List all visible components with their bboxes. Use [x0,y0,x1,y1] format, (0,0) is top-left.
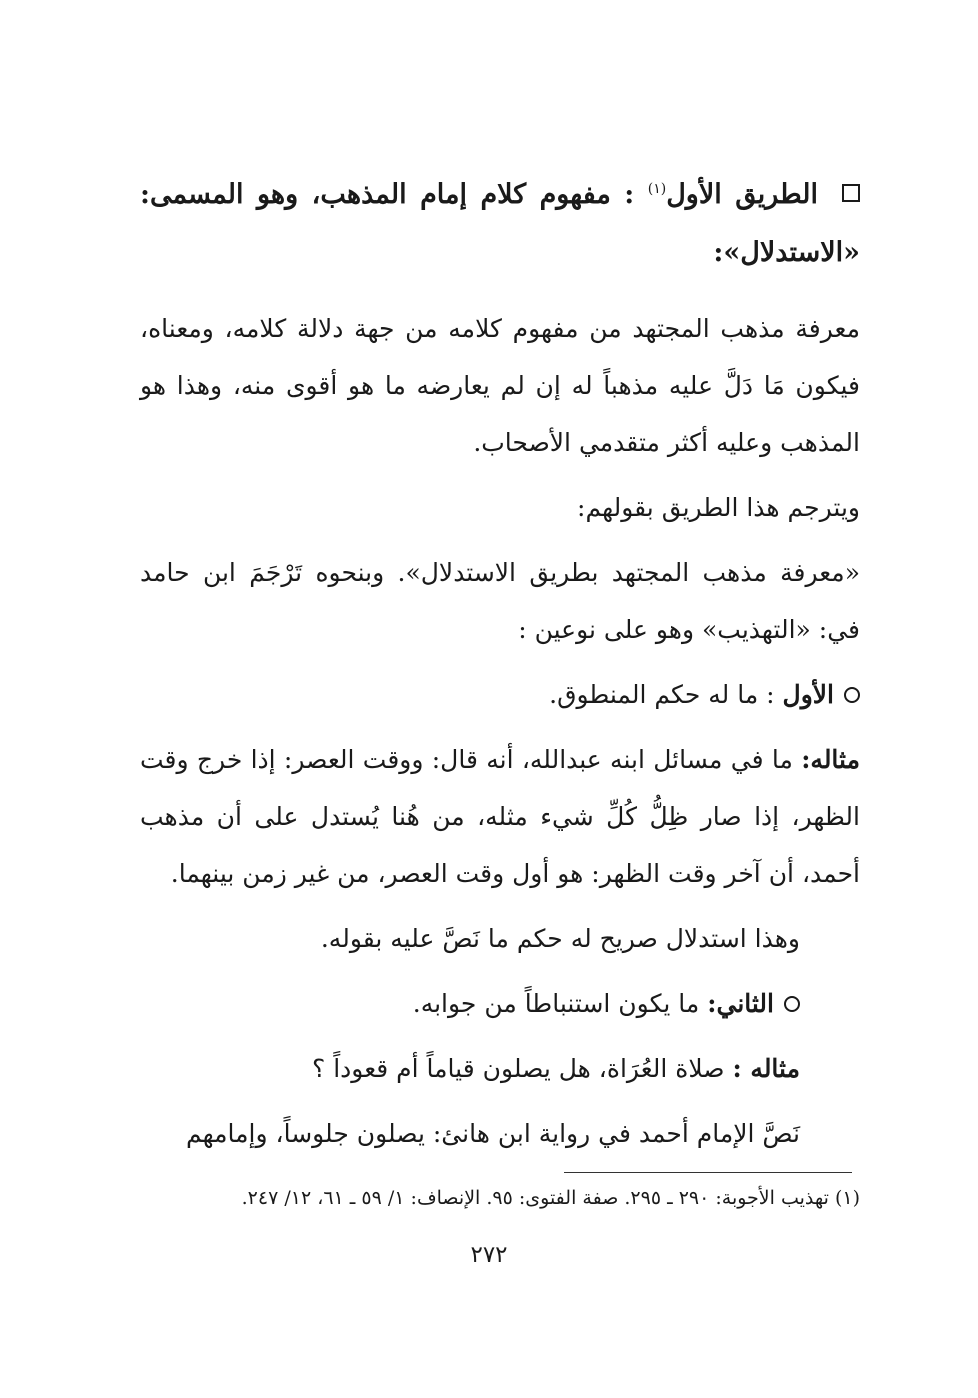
footnote-divider [564,1172,852,1173]
heading-rest: : مفهوم كلام إمام المذهب، وهو المسمى: «الاستدلال»: [140,179,860,268]
paragraph-definition: معرفة مذهب المجتهد من مفهوم كلامه من جهة دلالة كلامه، ومعناه، فيكون مَا دَلَّ عليه مذهباً له إن لم يعارضه ما هو أقوى منه، وهذا هو المذهب وعليه أكثر متقدمي الأصحاب. [140,314,860,457]
page-number: ٢٧٢ [470,1242,508,1268]
second-type-text: ما يكون استنباطاً من جوابه. [412,989,700,1018]
item-first-type [140,666,860,723]
item-second-type [140,975,860,1032]
footnote: (١) تهذيب الأجوبة: ٢٩٠ ـ ٢٩٥. صفة الفتوى: ٩٥. الإنصاف: ١/ ٥٩ ـ ٦١، ١٢/ ٢٤٧. [241,1187,860,1209]
circle-bullet-icon [844,687,860,703]
second-type-label: الثاني: [707,989,774,1018]
example-1-text: ما في مسائل ابنه عبدالله، أنه قال: ووقت العصر: إذا خرج وقت الظهر، إذا صار ظِلُّ كُلِّ شيء مثله، من هُنا يُستدل على أن مذهب أحمد، أن آخر وقت الظهر: هو أول وقت العصر، من غير زمن بينهما. [140,745,860,888]
example-2-label: مثاله : [732,1054,800,1083]
paragraph-explicit: وهذا استدلال صريح له حكم ما نَصَّ عليه بقوله. [320,924,800,953]
paragraph-text-ahmad: نَصَّ الإمام أحمد في رواية ابن هانئ: يصلون جلوساً، وإمامهم [185,1119,800,1148]
example-1-label: مثاله: [801,745,860,774]
example-2-text: صلاة العُرَاة، هل يصلون قياماً أم قعوداً ؟ [312,1054,725,1083]
paragraph-quote: «معرفة مذهب المجتهد بطريق الاستدلال». وبنحوه تَرْجَمَ ابن حامد في: «التهذيب» وهو على نوعين : [140,558,860,644]
footnote-ref: (١) [647,181,667,197]
square-bullet-icon [842,184,860,202]
paragraph-example-2 [140,1040,860,1097]
first-type-text: : ما له حكم المنطوق. [549,680,775,709]
section-heading [140,160,860,282]
paragraph-example-1 [140,731,860,902]
first-type-label: الأول [782,680,834,709]
paragraph-translation: ويترجم هذا الطريق بقولهم: [577,493,860,522]
heading-title: الطريق الأول [666,179,819,210]
circle-bullet-icon [784,996,800,1012]
page-body [140,160,860,1170]
